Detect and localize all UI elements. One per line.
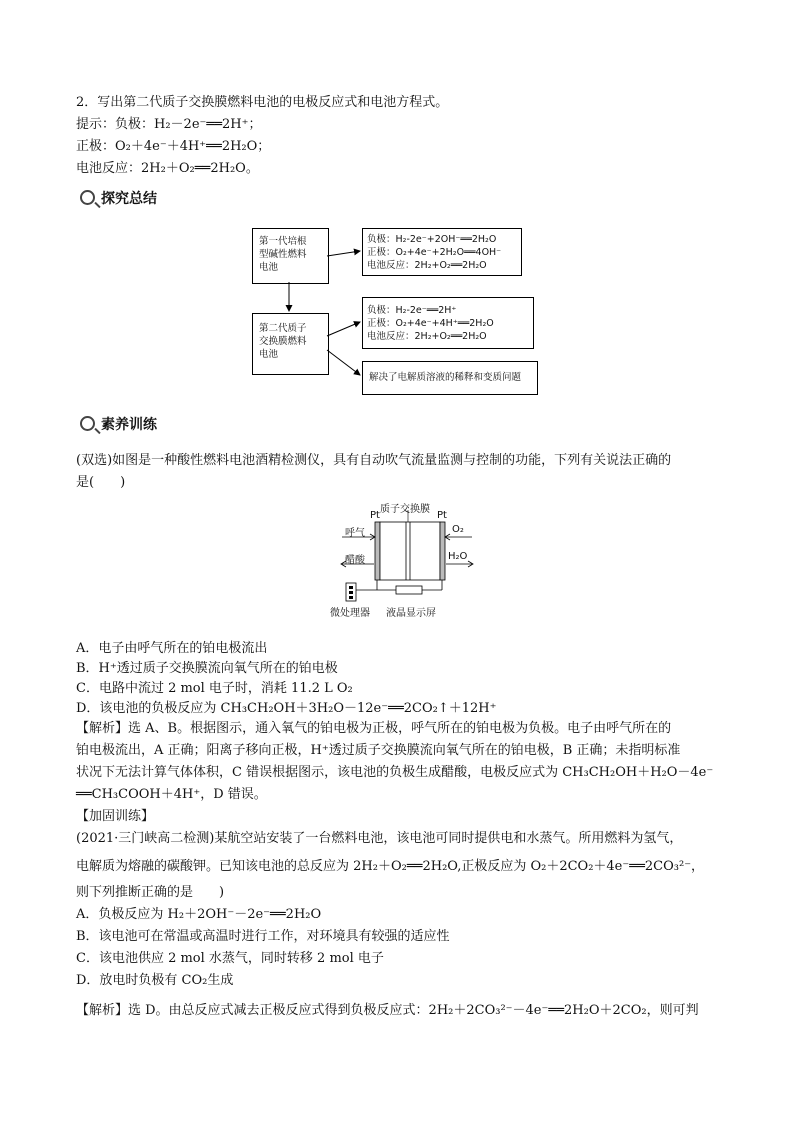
q2-stem-line-1: (2021·三门峡高二检测)某航空站安装了一台燃料电池，该电池可同时提供电和水蒸气。所用燃料为氢气，	[76, 831, 683, 846]
q2-option-a: A．负极反应为 H₂＋2OH⁻－2e⁻══2H₂O	[76, 907, 322, 922]
breath-label: 呼气	[345, 528, 365, 539]
left-pt-electrode	[375, 522, 380, 580]
lcd-box	[396, 586, 422, 594]
gen2-eq-neg: 负极：H₂-2e⁻══2H⁺	[367, 305, 457, 316]
q1-analysis-line-4: ══CH₃COOH＋4H⁺，D 错误。	[76, 787, 267, 802]
pt-right-label: Pt	[437, 510, 447, 521]
q2-option-b: B．该电池可在常温或高温时进行工作，对环境具有较强的适应性	[76, 929, 450, 944]
q2-option-d: D．放电时负极有 CO₂生成	[76, 973, 234, 988]
q1-option-c: C．电路中流过 2 mol 电子时，消耗 11.2 L O₂	[76, 681, 353, 696]
arrow-gen2-to-solved	[327, 350, 360, 375]
arrow-gen1-to-eq	[327, 251, 360, 256]
gen2-line-2: 交换膜燃料	[259, 336, 307, 347]
gen1-eq-neg: 负极：H₂-2e⁻+2OH⁻══2H₂O	[367, 234, 497, 245]
q1-analysis-line-2: 铂电极流出，A 正确；阳离子移向正极，H⁺透过质子交换膜流向氧气所在的铂电极，B 正确；未指明标准	[76, 743, 681, 758]
q2-analysis: 【解析】选 D。由总反应式减去正极反应式得到负极反应式：2H₂＋2CO₃²⁻－4e⁻══2H₂O＋2CO₂，则可判	[76, 1003, 699, 1018]
lcd-label: 液晶显示屏	[386, 608, 436, 619]
q1-analysis-line-3: 状况下无法计算气体体积，C 错误根据图示，该电池的负极生成醋酸，电极反应式为 CH₃CH₂OH＋H₂O－4e⁻	[76, 765, 714, 780]
gen2-solved-text: 解决了电解质溶液的稀释和变质问题	[369, 372, 522, 383]
q2-stem-line-3: 则下列推断正确的是 )	[76, 885, 225, 900]
gen2-line-1: 第二代质子	[259, 323, 307, 334]
hint-positive: 正极：O₂＋4e⁻＋4H⁺══2H₂O；	[76, 139, 271, 154]
arrow-gen2-to-eq	[327, 322, 360, 336]
hint-negative: 提示：负极：H₂－2e⁻══2H⁺；	[76, 117, 262, 132]
q1-option-d: D．该电池的负极反应为 CH₃CH₂OH＋3H₂O－12e⁻══2CO₂↑＋12H⁺	[76, 701, 497, 716]
o2-label: O₂	[452, 524, 464, 535]
q1-option-b: B．H⁺透过质子交换膜流向氧气所在的铂电极	[76, 661, 338, 676]
question-2-text: 2．写出第二代质子交换膜燃料电池的电极反应式和电池方程式。	[76, 95, 449, 110]
microprocessor-label: 微处理器	[330, 608, 370, 619]
magnifier-icon	[80, 416, 95, 431]
hint-cell-reaction: 电池反应：2H₂＋O₂══2H₂O。	[76, 161, 259, 176]
right-pt-electrode	[440, 522, 445, 580]
gen1-eq-pos: 正极：O₂+4e⁻+2H₂O══4OH⁻	[367, 247, 502, 258]
q1-option-a: A．电子由呼气所在的铂电极流出	[76, 641, 268, 656]
h2o-label: H₂O	[448, 551, 468, 562]
q1-stem-line-1: (双选)如图是一种酸性燃料电池酒精检测仪，具有自动吹气流量监测与控制的功能，下列有关说法正确的	[76, 453, 672, 468]
flow-arrows	[0, 0, 794, 420]
gen1-eq-cell: 电池反应：2H₂+O₂══2H₂O	[367, 260, 487, 271]
pt-left-label: Pt	[370, 510, 380, 521]
gen2-eq-cell: 电池反应：2H₂+O₂══2H₂O	[367, 331, 487, 342]
gen1-line-3: 电池	[259, 262, 279, 273]
gen1-line-1: 第一代培根	[259, 236, 307, 247]
q2-stem-line-2: 电解质为熔融的碳酸钾。已知该电池的总反应为 2H₂＋O₂══2H₂O,正极反应为 O₂＋2CO₂＋4e⁻══2CO₃²⁻，	[76, 859, 705, 874]
acetic-acid-label: 醋酸	[345, 555, 365, 566]
q2-option-c: C．该电池供应 2 mol 水蒸气，同时转移 2 mol 电子	[76, 951, 384, 966]
gen2-line-3: 电池	[259, 349, 279, 360]
q1-analysis-line-1: 【解析】选 A、B。根据图示，通入氧气的铂电极为正极，呼气所在的铂电极为负极。电子由呼气所在的	[76, 721, 672, 736]
q1-stem-line-2: 是( )	[76, 475, 126, 490]
section-title-summary: 探究总结	[80, 188, 157, 208]
gen2-eq-pos: 正极：O₂+4e⁻+4H⁺══2H₂O	[367, 318, 494, 329]
membrane-label: 质子交换膜	[380, 504, 430, 515]
gen1-line-2: 型碱性燃料	[259, 249, 307, 260]
section-title-training: 素养训练	[80, 414, 157, 434]
reinforcement-label: 【加固训练】	[76, 809, 155, 824]
